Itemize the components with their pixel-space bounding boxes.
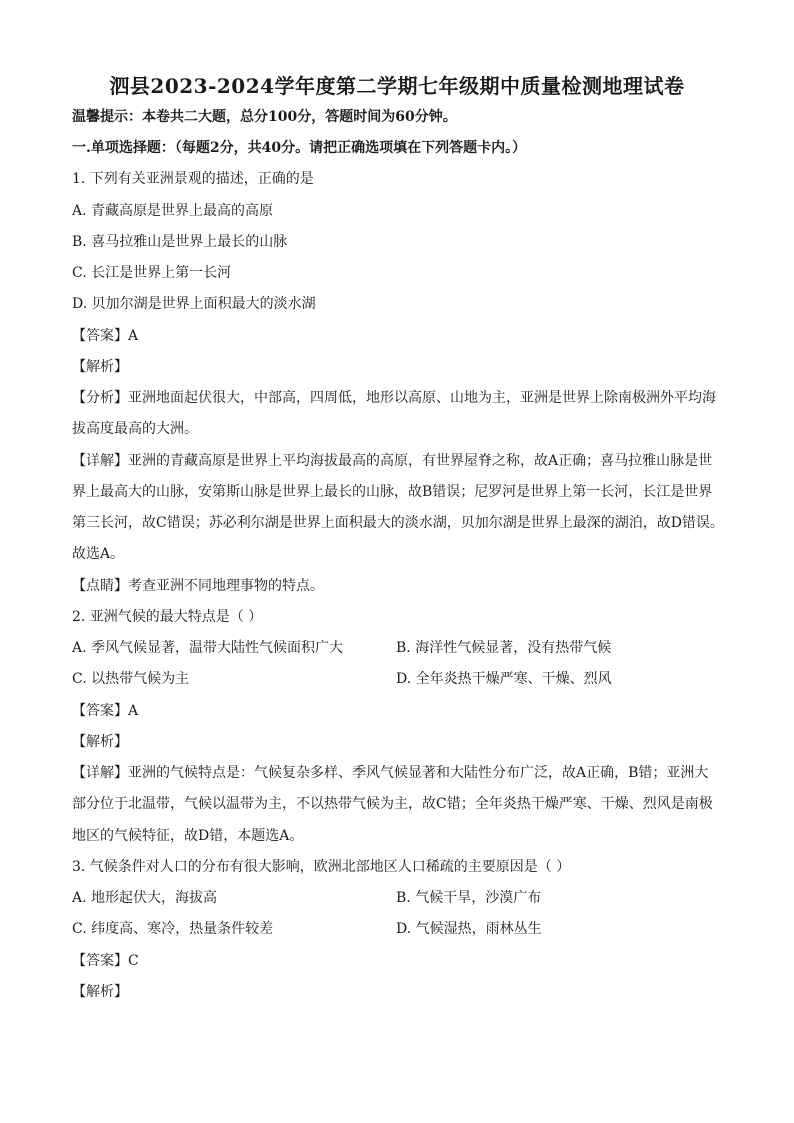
q2-option-b: B. 海洋性气候显著，没有热带气候: [396, 640, 612, 656]
q1-option-d: D. 贝加尔湖是世界上面积最大的淡水湖: [72, 296, 316, 312]
q1-detail-line: 【详解】亚洲的青藏高原是世界上平均海拔最高的高原，有世界屋脊之称，故A正确；喜马拉雅山脉是世: [72, 453, 713, 469]
q2-answer: 【答案】A: [72, 703, 139, 719]
q2-analysis-label: 【解析】: [72, 734, 128, 750]
q2-detail-line: 【详解】亚洲的气候特点是：气候复杂多样、季风气候显著和大陆性分布广泛，故A正确，B错；亚洲大: [72, 765, 709, 781]
q1-detail-line: 第三长河，故C错误；苏必利尔湖是世界上面积最大的淡水湖，贝加尔湖是世界上最深的湖泊，故D错误。: [72, 515, 724, 531]
q2-option-d: D. 全年炎热干燥严寒、干燥、烈风: [396, 671, 612, 687]
q1-fenxi-line: 拔高度最高的大洲。: [72, 421, 198, 437]
q3-stem: 3. 气候条件对人口的分布有很大影响，欧洲北部地区人口稀疏的主要原因是（ ）: [72, 859, 571, 875]
q3-option-d: D. 气候湿热，雨林丛生: [396, 921, 542, 937]
q3-option-a: A. 地形起伏大，海拔高: [72, 890, 218, 906]
q1-answer: 【答案】A: [72, 328, 139, 344]
exam-title: 泗县2023-2024学年度第二学期七年级期中质量检测地理试卷: [109, 74, 685, 98]
q2-option-a: A. 季风气候显著，温带大陆性气候面积广大: [72, 640, 344, 656]
q1-detail-line: 故选A。: [72, 546, 125, 562]
q1-analysis-label: 【解析】: [72, 359, 128, 375]
q2-detail-line: 部分位于北温带，气候以温带为主，不以热带气候为主，故C错；全年炎热干燥严寒、干燥、烈风是南极: [72, 796, 713, 812]
q2-detail-line: 地区的气候特征，故D错，本题选A。: [72, 828, 304, 844]
q2-stem: 2. 亚洲气候的最大特点是（ ）: [72, 609, 263, 625]
section-heading: 一.单项选择题：（每题2分，共40分。请把正确选项填在下列答题卡内。）: [72, 140, 527, 156]
q1-option-c: C. 长江是世界上第一长河: [72, 265, 232, 281]
q1-fenxi-line: 【分析】亚洲地面起伏很大，中部高，四周低，地形以高原、山地为主，亚洲是世界上除南极洲外平均海: [72, 390, 716, 406]
q1-remark: 【点睛】考查亚洲不同地理事物的特点。: [72, 578, 324, 594]
q3-option-b: B. 气候干旱，沙漠广布: [396, 890, 542, 906]
q1-stem: 1. 下列有关亚洲景观的描述，正确的是: [72, 171, 314, 187]
notice-text: 温馨提示：本卷共二大题，总分100分，答题时间为60分钟。: [72, 109, 457, 125]
q3-option-c: C. 纬度高、寒冷，热量条件较差: [72, 921, 274, 937]
q1-option-b: B. 喜马拉雅山是世界上最长的山脉: [72, 234, 288, 250]
q1-detail-line: 界上最高大的山脉，安第斯山脉是世界上最长的山脉，故B错误；尼罗河是世界上第一长河，长江是世界: [72, 484, 713, 500]
q2-option-c: C. 以热带气候为主: [72, 671, 190, 687]
q1-option-a: A. 青藏高原是世界上最高的高原: [72, 203, 274, 219]
q3-analysis-label: 【解析】: [72, 984, 128, 1000]
q3-answer: 【答案】C: [72, 953, 139, 969]
